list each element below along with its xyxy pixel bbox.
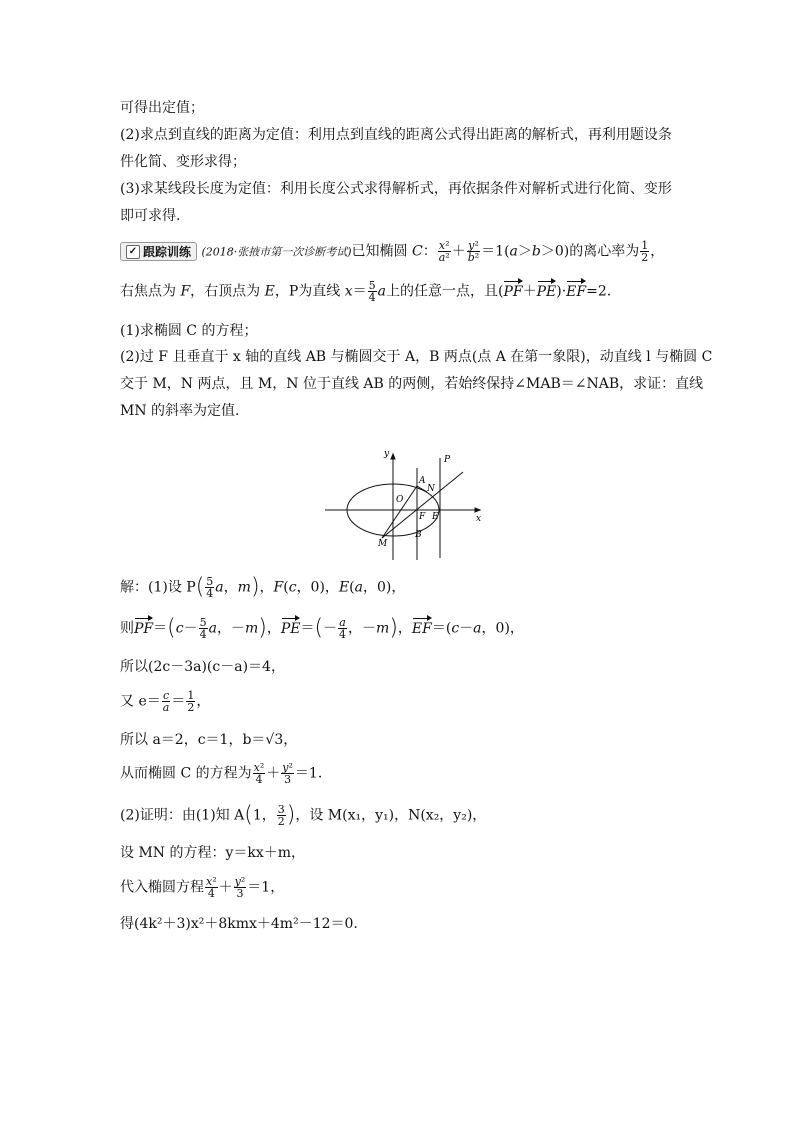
sol-7: (2)证明：由(1)知 A bbox=[120, 807, 245, 824]
label-o: O bbox=[396, 495, 404, 505]
sol-6: 从而椭圆 C 的方程为 bbox=[120, 765, 252, 782]
question-2b: 交于 M，N 两点，且 M，N 位于直线 AB 的两侧，若始终保持∠MAB＝∠NAB，求证：直线 bbox=[120, 376, 704, 392]
stem-p2: 上的任意一点，且( bbox=[386, 283, 504, 300]
stem-p: ，P为直线 bbox=[274, 283, 341, 300]
exercise-stem-line-1: ✓ 跟踪训练 (2018·张掖市第一次诊断考试)已知椭圆 C： $\frac{\text{x²}}{\text{a²}}$ ＋ $\frac{\text{y²}}{\text{b²}}$ ＝1(a＞b＞0)的离心率为 $\frac{1}{2}$ ， bbox=[120, 240, 664, 263]
solution-line-6: 从而椭圆 C 的方程为 $\frac{\text{x²}}{4}$ ＋ $\frac{\text{y²}}{3}$ ＝1. bbox=[120, 761, 323, 786]
label-f: F bbox=[419, 512, 426, 522]
stem-eq2b: =2. bbox=[586, 283, 612, 300]
ellipse-figure bbox=[320, 446, 490, 566]
label-y: y bbox=[384, 449, 390, 459]
solution-line-2: 则PF＝(c－ $\frac{5}{4}$ a，－m)，PE＝(－ $\frac{a}{4}$ ，－m)，EF＝(c－a，0)， bbox=[120, 615, 524, 641]
segment-ma bbox=[382, 486, 417, 538]
stem-eccentricity: 的离心率为 bbox=[569, 243, 640, 260]
exercise-badge bbox=[120, 242, 197, 261]
label-b: B bbox=[415, 530, 422, 540]
question-1: (1)求椭圆 C 的方程； bbox=[120, 323, 258, 339]
exercise-source: (2018·张掖市第一次诊断考试) bbox=[201, 245, 352, 259]
frac-5-4: $\frac{5}{4}$ bbox=[368, 279, 376, 304]
stem-vertex: ，右顶点为 bbox=[190, 283, 261, 300]
intro-item-2a: (2)求点到直线的距离为定值：利用点到直线的距离公式得出距离的解析式，再利用题设条 bbox=[120, 127, 672, 143]
intro-item-3b: 即可求得. bbox=[120, 208, 181, 224]
solution-line-4: 又 e＝ $\frac{c}{a}$ ＝ $\frac{1}{2}$ ， bbox=[120, 689, 211, 714]
label-e: E bbox=[432, 512, 439, 522]
x-axis-arrow bbox=[475, 508, 480, 512]
label-m: M bbox=[378, 539, 388, 549]
sol-4: 又 e＝ bbox=[120, 693, 161, 710]
frac-half: $\frac{1}{2}$ bbox=[641, 239, 649, 264]
solution-line-5: 所以 a＝2，c＝1，b＝√3， bbox=[120, 732, 298, 748]
solution-line-1: 解：(1)设 P( $\frac{5}{4}$ a，m)，F(c，0)，E(a，0)， bbox=[120, 574, 406, 600]
question-2a: (2)过 F 且垂直于 x 轴的直线 AB 与椭圆交于 A，B 两点(点 A 在第一象限)，动直线 l 与椭圆 C bbox=[120, 349, 713, 365]
exercise-badge-label: 跟踪训练 bbox=[143, 244, 192, 259]
solution-line-8: 设 MN 的方程：y＝kx＋m， bbox=[120, 845, 306, 861]
sol-6b: ＝1. bbox=[294, 765, 323, 782]
frac-x2-a2: $\frac{\text{x²}}{\text{a²}}$ bbox=[438, 239, 450, 264]
sol-1: 解：(1)设 P bbox=[120, 579, 196, 596]
label-a: A bbox=[419, 476, 426, 486]
stem-eq2: )· bbox=[556, 283, 567, 300]
sol-9: 代入椭圆方程 bbox=[120, 879, 204, 896]
stem-text-a: 已知椭圆 bbox=[351, 243, 408, 260]
stem-focus: 右焦点为 bbox=[120, 283, 176, 300]
solution-line-9: 代入椭圆方程 $\frac{\text{x²}}{4}$ ＋ $\frac{\text{y²}}{3}$ ＝1， bbox=[120, 875, 285, 900]
intro-item-3a: (3)求某线段长度为定值：利用长度公式求得解析式，再依据条件对解析式进行化简、变形 bbox=[120, 181, 672, 197]
label-p: P bbox=[444, 455, 451, 465]
frac-y2-b2: $\frac{\text{y²}}{\text{b²}}$ bbox=[467, 239, 480, 264]
intro-item-2b: 件化简、变形求得； bbox=[120, 154, 246, 170]
solution-line-7: (2)证明：由(1)知 A(1， $\frac{3}{2}$ )，设 M(x₁，y₁)，N(x₂，y₂)， bbox=[120, 802, 487, 828]
label-n: N bbox=[427, 484, 435, 494]
sol-2: 则 bbox=[120, 620, 134, 637]
solution-line-10: 得(4k²＋3)x²＋8kmx＋4m²－12＝0. bbox=[120, 916, 358, 932]
intro-line-1: 可得出定值； bbox=[120, 100, 204, 116]
sol-7b: ，设 M(x₁，y₁)，N(x₂，y₂)， bbox=[295, 807, 487, 824]
sol-9b: ＝1， bbox=[247, 879, 285, 896]
y-axis-arrow bbox=[391, 454, 395, 459]
question-2c: MN 的斜率为定值. bbox=[120, 403, 240, 419]
exercise-stem-line-2: 右焦点为 F，右顶点为 E，P为直线 x＝ $\frac{5}{4}$ a上的任意一点，且(PF＋PE)·EF=2. bbox=[120, 279, 612, 304]
solution-line-3: 所以(2c－3a)(c－a)＝4， bbox=[120, 659, 285, 675]
label-x: x bbox=[476, 514, 482, 524]
segment-an bbox=[417, 486, 427, 492]
checkmark-icon: ✓ bbox=[126, 245, 140, 259]
